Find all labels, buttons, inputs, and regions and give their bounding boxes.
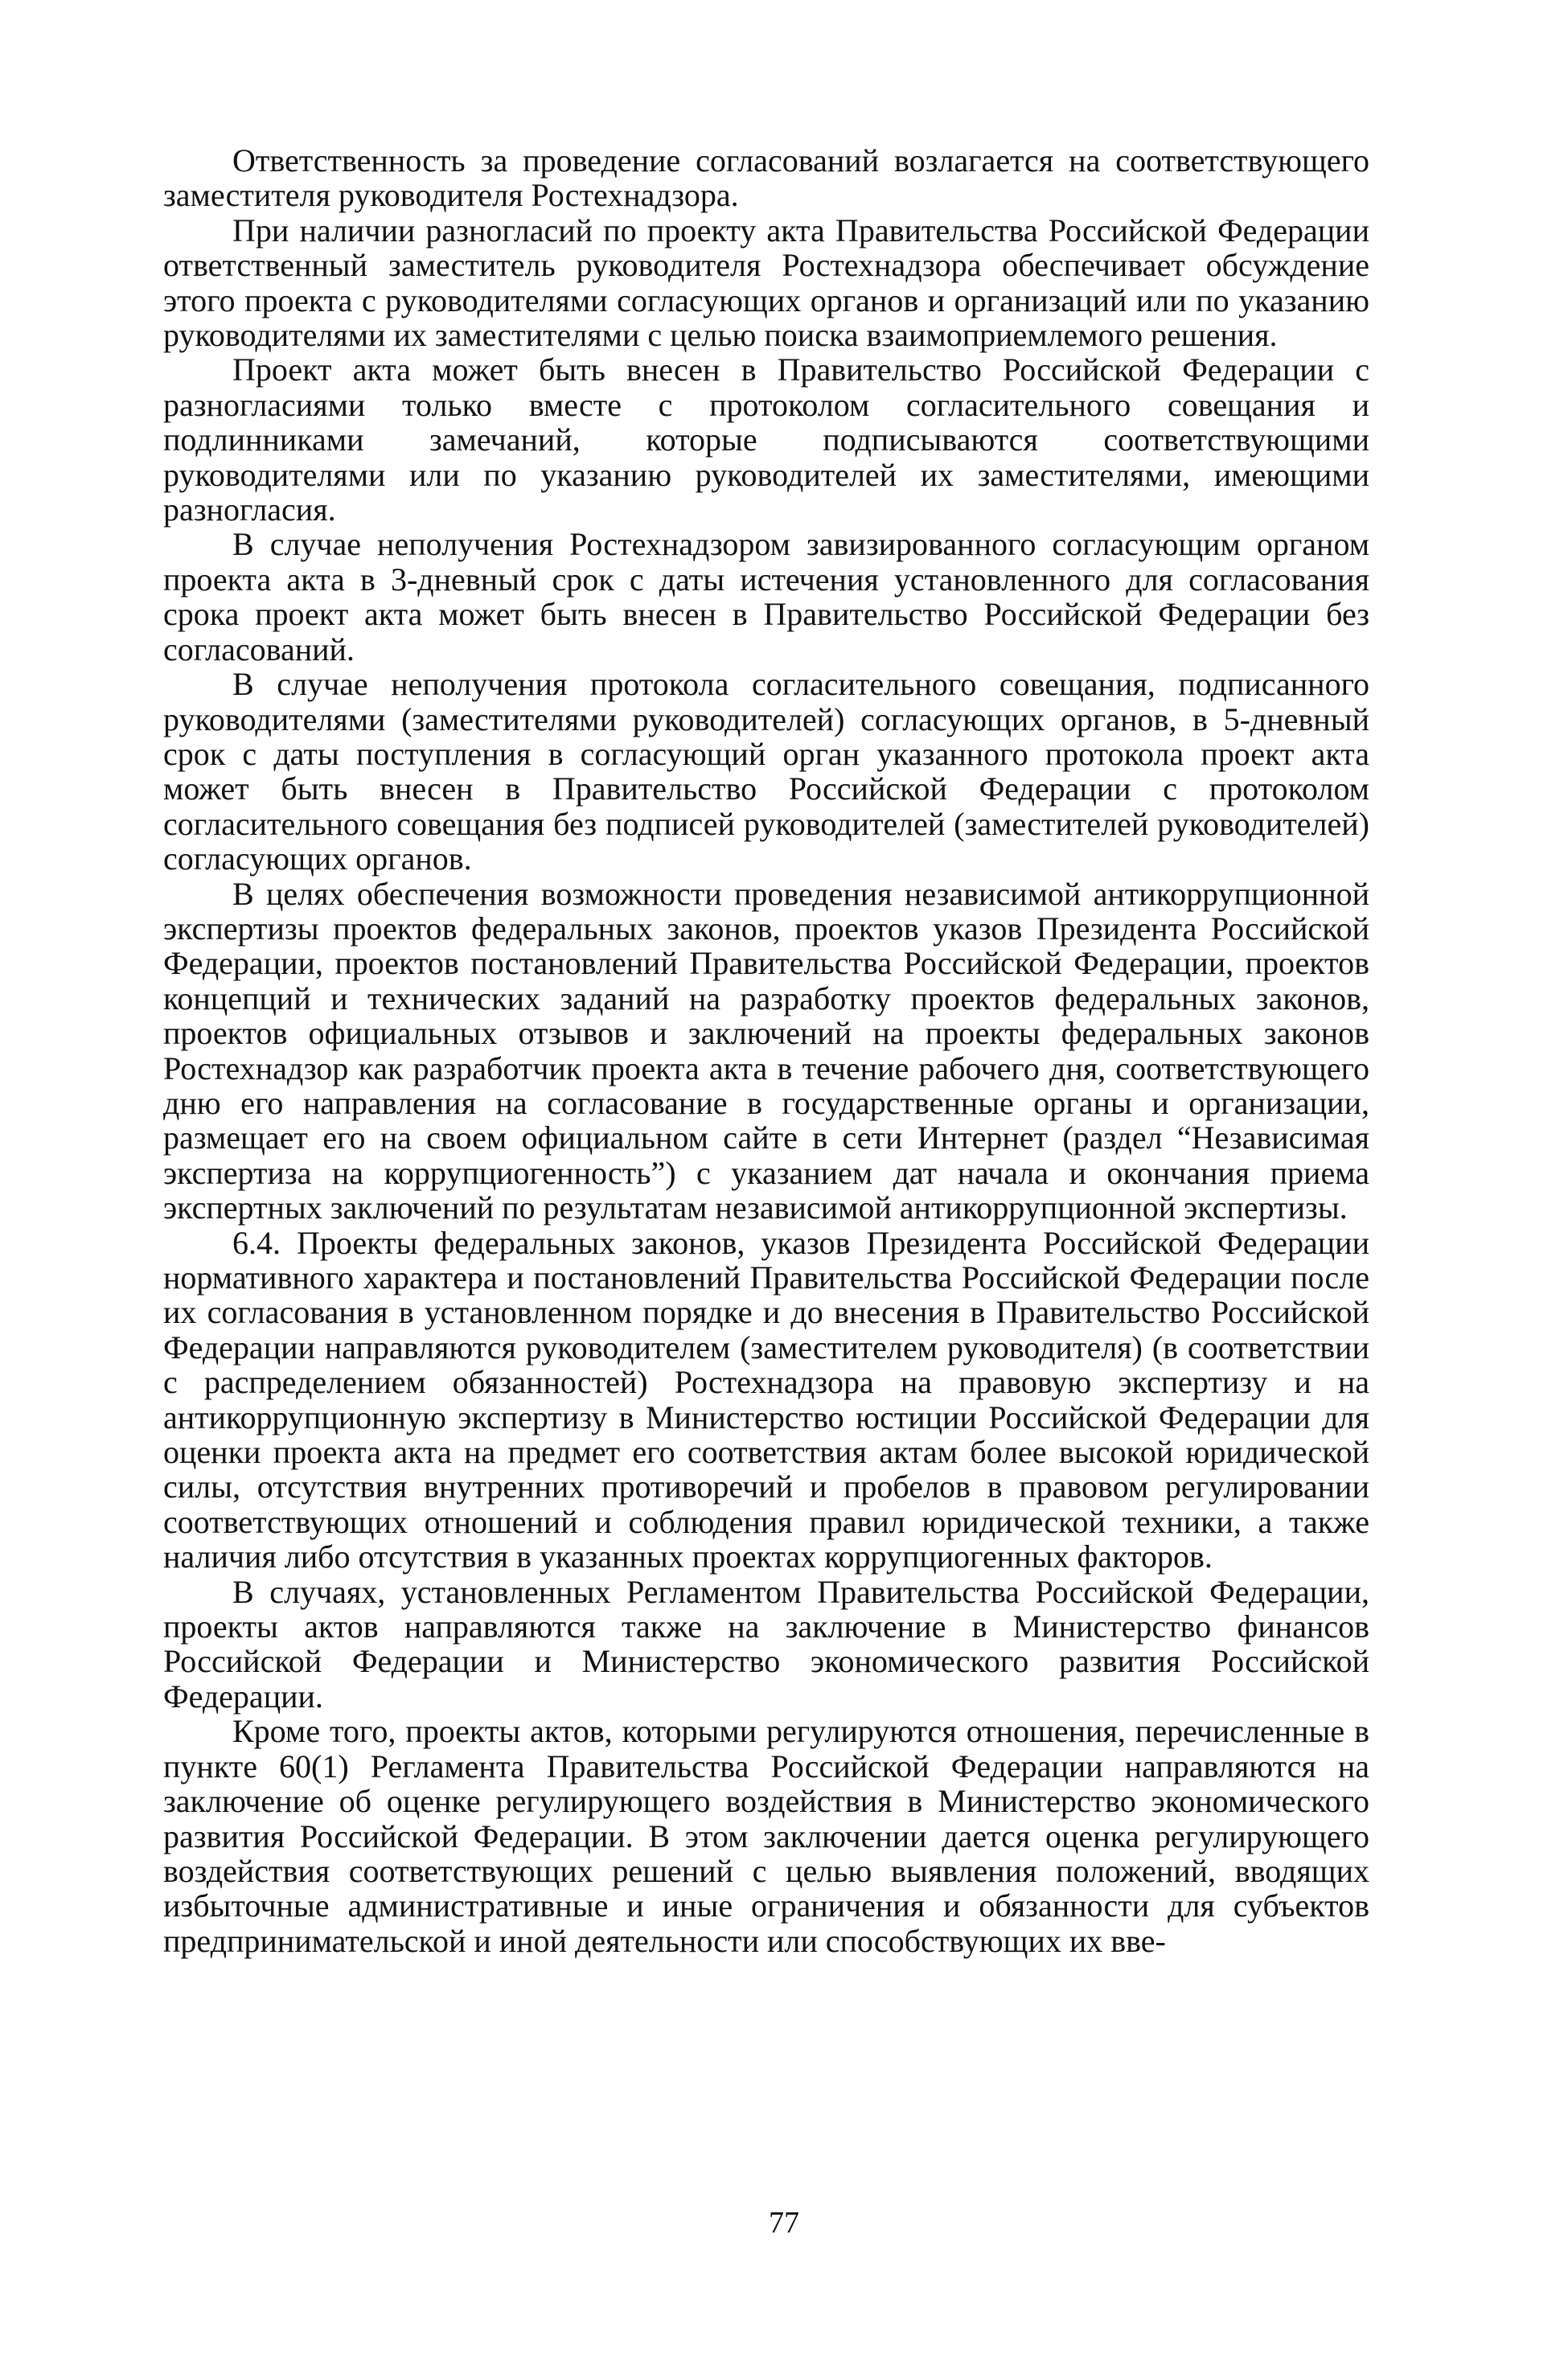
paragraph: 6.4. Проекты федеральных законов, указов Президента Российской Федерации нормативного характера и постановлений Правительства Российской Федерации после их согласования в установленном порядке и до внесения в Правительство Российской Федерации направляются руководителем (заместителем руководителя) (в соответствии с распределением обязанностей) Ростехнадзора на правовую экспертизу и на антикоррупционную экспертизу в Министерство юстиции Российской Федерации для оценки проекта акта на предмет его соответствия актам более высокой юридической силы, отсутствия внутренних противоречий и пробелов в правовом регулировании соответствующих отношений и соблюдения правил юридической техники, а также наличия либо отсутствия в указанных проектах коррупциогенных факторов.	[163, 1224, 1369, 1575]
paragraph: Кроме того, проекты актов, которыми регулируются отношения, перечисленные в пункте 60(1) Регламента Правительства Российской Федерации направляются на заключение об оценке регулирующего воздействия в Министерство экономического развития Российской Федерации. В этом заключении дается оценка регулирующего воздействия соответствующих решений с целью выявления положений, вводящих избыточные административные и иные ограничения и обязанности для субъектов предпринимательской и иной деятельности или способствующих их вве-	[163, 1713, 1369, 1959]
paragraph: В случае неполучения Ростехнадзором завизированного согласующим органом проекта акта в 3-дневный срок с даты истечения установленного для согласования срока проект акта может быть внесен в Правительство Российской Федерации без согласований.	[163, 526, 1369, 667]
paragraph: Ответственность за проведение согласований возлагается на соответствующего заместителя руководителя Ростехнадзора.	[163, 142, 1369, 214]
paragraph: В целях обеспечения возможности проведения независимой антикоррупционной экспертизы проектов федеральных законов, проектов указов Президента Российской Федерации, проектов постановлений Правительства Российской Федерации, проектов концепций и технических заданий на разработку проектов федеральных законов, проектов официальных отзывов и заключений на проекты федеральных законов Ростехнадзор как разработчик проекта акта в течение рабочего дня, соответствующего дню его направления на согласование в государственные органы и организации, размещает его на своем официальном сайте в сети Интернет (раздел “Независимая экспертиза на коррупциогенность”) с указанием дат начала и окончания приема экспертных заключений по результатам независимой антикоррупционной экспертизы.	[163, 875, 1369, 1226]
page-number: 77	[769, 2206, 799, 2240]
body-text	[163, 143, 1369, 1958]
paragraph: В случае неполучения протокола согласительного совещания, подписанного руководителями (заместителями руководителей) согласующих органов, в 5-дневный срок с даты поступления в согласующий орган указанного протокола проект акта может быть внесен в Правительство Российской Федерации с протоколом согласительного совещания без подписей руководителей (заместителей руководителей) согласующих органов.	[163, 666, 1369, 877]
paragraph: При наличии разногласий по проекту акта Правительства Российской Федерации ответственный заместитель руководителя Ростехнадзора обеспечивает обсуждение этого проекта с руководителями согласующих органов и организаций или по указанию руководителями их заместителями с целью поиска взаимоприемлемого решения.	[163, 212, 1369, 354]
paragraph: Проект акта может быть внесен в Правительство Российской Федерации с разногласиями только вместе с протоколом согласительного совещания и подлинниками замечаний, которые подписываются соответствующими руководителями или по указанию руководителей их заместителями, имеющими разногласия.	[163, 351, 1369, 528]
paragraph: В случаях, установленных Регламентом Правительства Российской Федерации, проекты актов направляются также на заключение в Министерство финансов Российской Федерации и Министерство экономического развития Российской Федерации.	[163, 1573, 1369, 1715]
